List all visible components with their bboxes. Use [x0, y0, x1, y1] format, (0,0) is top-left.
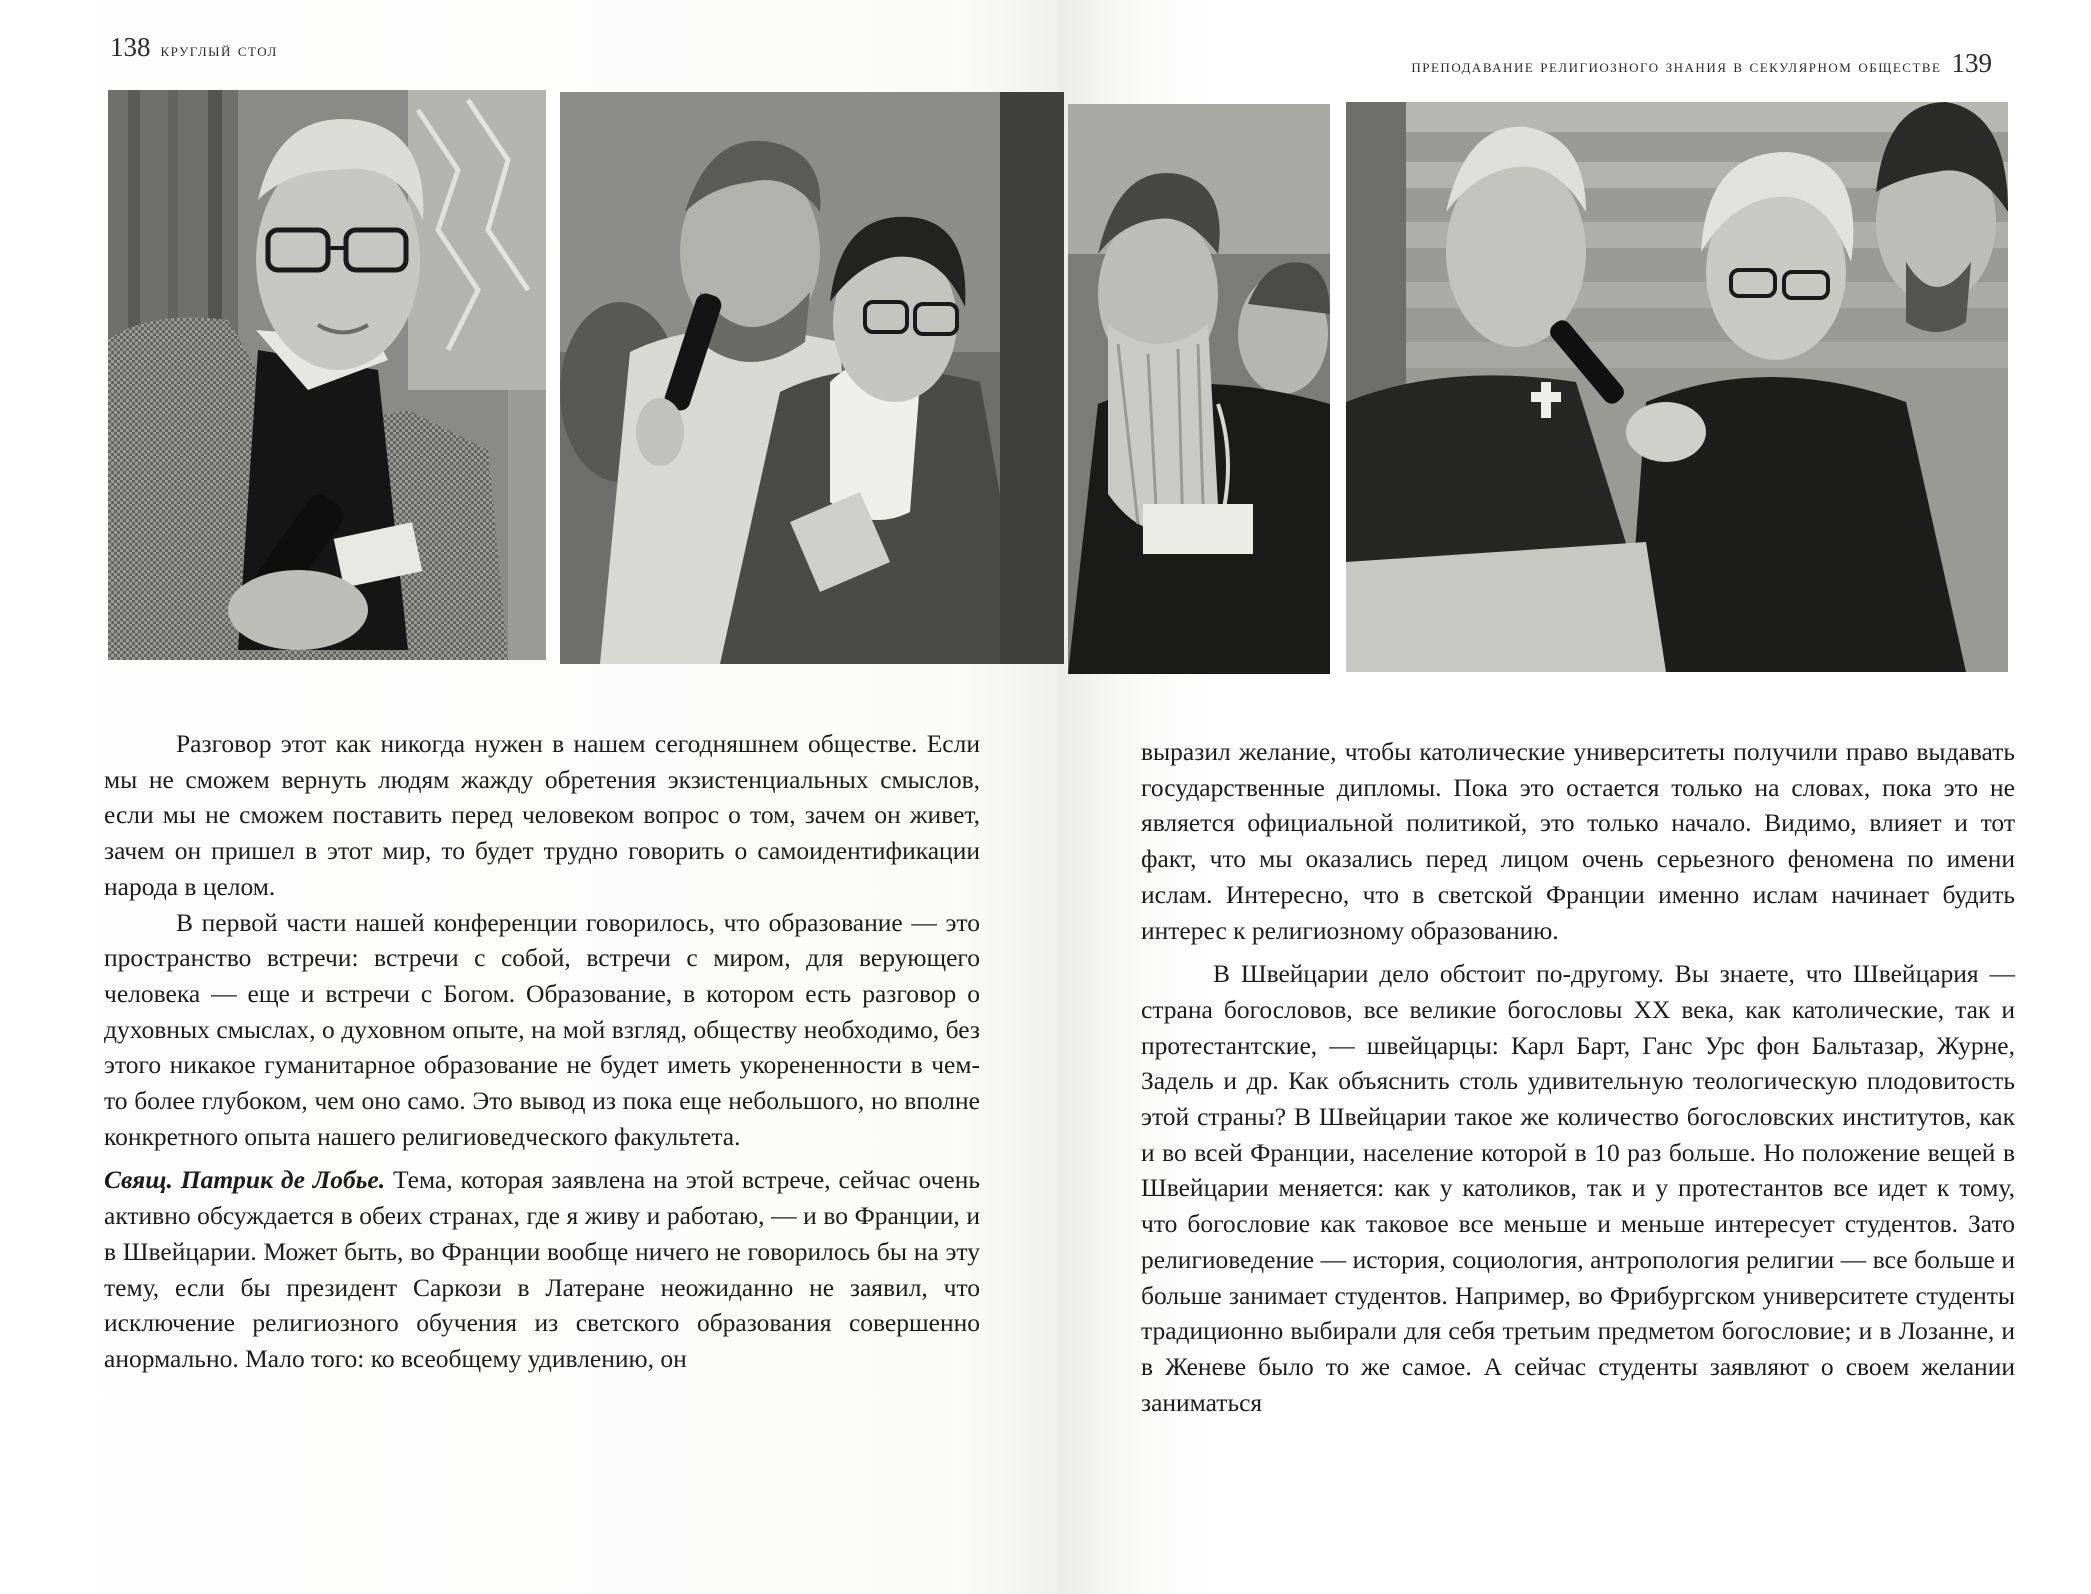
paragraph: В первой части нашей конференции говорилось, что образование — это пространство встречи: встречи с собой, встречи с миром, для верующего человека — еще и встречи с Богом. Образование, в котором есть разговор о духовных смыслах, о духовном опыте, на мой взгляд, обществу необходимо, без этого никакое гуманитарное образование не будет иметь укорененности в чем-то более глубоком, чем оно само. Это вывод из пока еще небольшого, но вполне конкретного опыта нашего религиоведческого факультета. [104, 907, 980, 1151]
paragraph: Разговор этот как никогда нужен в нашем сегодняшнем обществе. Если мы не сможем вернуть людям жажду обретения экзистенциальных смыслов, если мы не сможем поставить перед человеком вопрос о том, зачем он живет, зачем он пришел в этот мир, то будет трудно говорить о самоидентификации народа в целом. [104, 729, 980, 901]
left-text-column [104, 726, 980, 1377]
photo-elder-and-woman-microphone [1346, 102, 2008, 672]
right-running-title: преподавание религиозного знания в секулярном обществе [1411, 56, 1942, 76]
left-running-title: круглый стол [160, 40, 278, 60]
speaker-text: Тема, которая заявлена на этой встрече, сейчас очень активно обсуждается в обеих странах, где я живу и работаю, — и во Франции, и в Швейцарии. Может быть, во Франции вообще ничего не говорилось бы на эту тему, если бы президент Саркози в Латеране неожиданно не заявил, что исключение религиозного обучения из светского образования совершенно анормально. Мало того: ко всеобщему удивлению, он [104, 1165, 980, 1373]
right-running-header [1401, 48, 1992, 79]
speaker-name: Свящ. Патрик де Лобье. [104, 1165, 386, 1195]
left-page-number: 138 [110, 32, 151, 62]
photo-bearded-priest [1068, 104, 1330, 674]
speaker-paragraph [104, 1162, 980, 1376]
left-running-header [110, 32, 288, 63]
photo-man-with-glasses-microphone [108, 90, 546, 660]
photo-speaker-and-woman [560, 92, 1064, 664]
right-page-number: 139 [1951, 48, 1992, 78]
paragraph-continued: выразил желание, чтобы католические университеты получили право выдавать государственные дипломы. Пока это остается только на словах, пока это не является официальной политикой, это только начало. Видимо, влияет и тот факт, что мы оказались перед лицом очень серьезного феномена по имени ислам. Интересно, что в светской Франции именно ислам начинает будить интерес к религиозному образованию. [1141, 737, 2015, 945]
paragraph: В Швейцарии дело обстоит по-другому. Вы знаете, что Швейцария — страна богословов, все великие богословы XX века, как католические, так и протестантские, — швейцарцы: Карл Барт, Ганс Урс фон Бальтазар, Журне, Задель и др. Как объяснить столь удивительную теологическую плодовитость этой страны? В Швейцарии такое же количество богословских институтов, как и во всей Франции, население которой в 10 раз больше. Но положение вещей в Швейцарии меняется: как у католиков, так и у протестантов все идет к тому, что богословие как таковое все меньше и меньше интересует студентов. Зато религиоведение — история, социология, антропология религии — все больше и больше занимает студентов. Например, во Фрибургском университете студенты традиционно выбирали для себя третьим предметом богословие; и в Лозанне, и в Женеве было то же самое. А сейчас студенты заявляют о своем желании заниматься [1141, 959, 2015, 1417]
right-text-column [1141, 734, 2015, 1420]
